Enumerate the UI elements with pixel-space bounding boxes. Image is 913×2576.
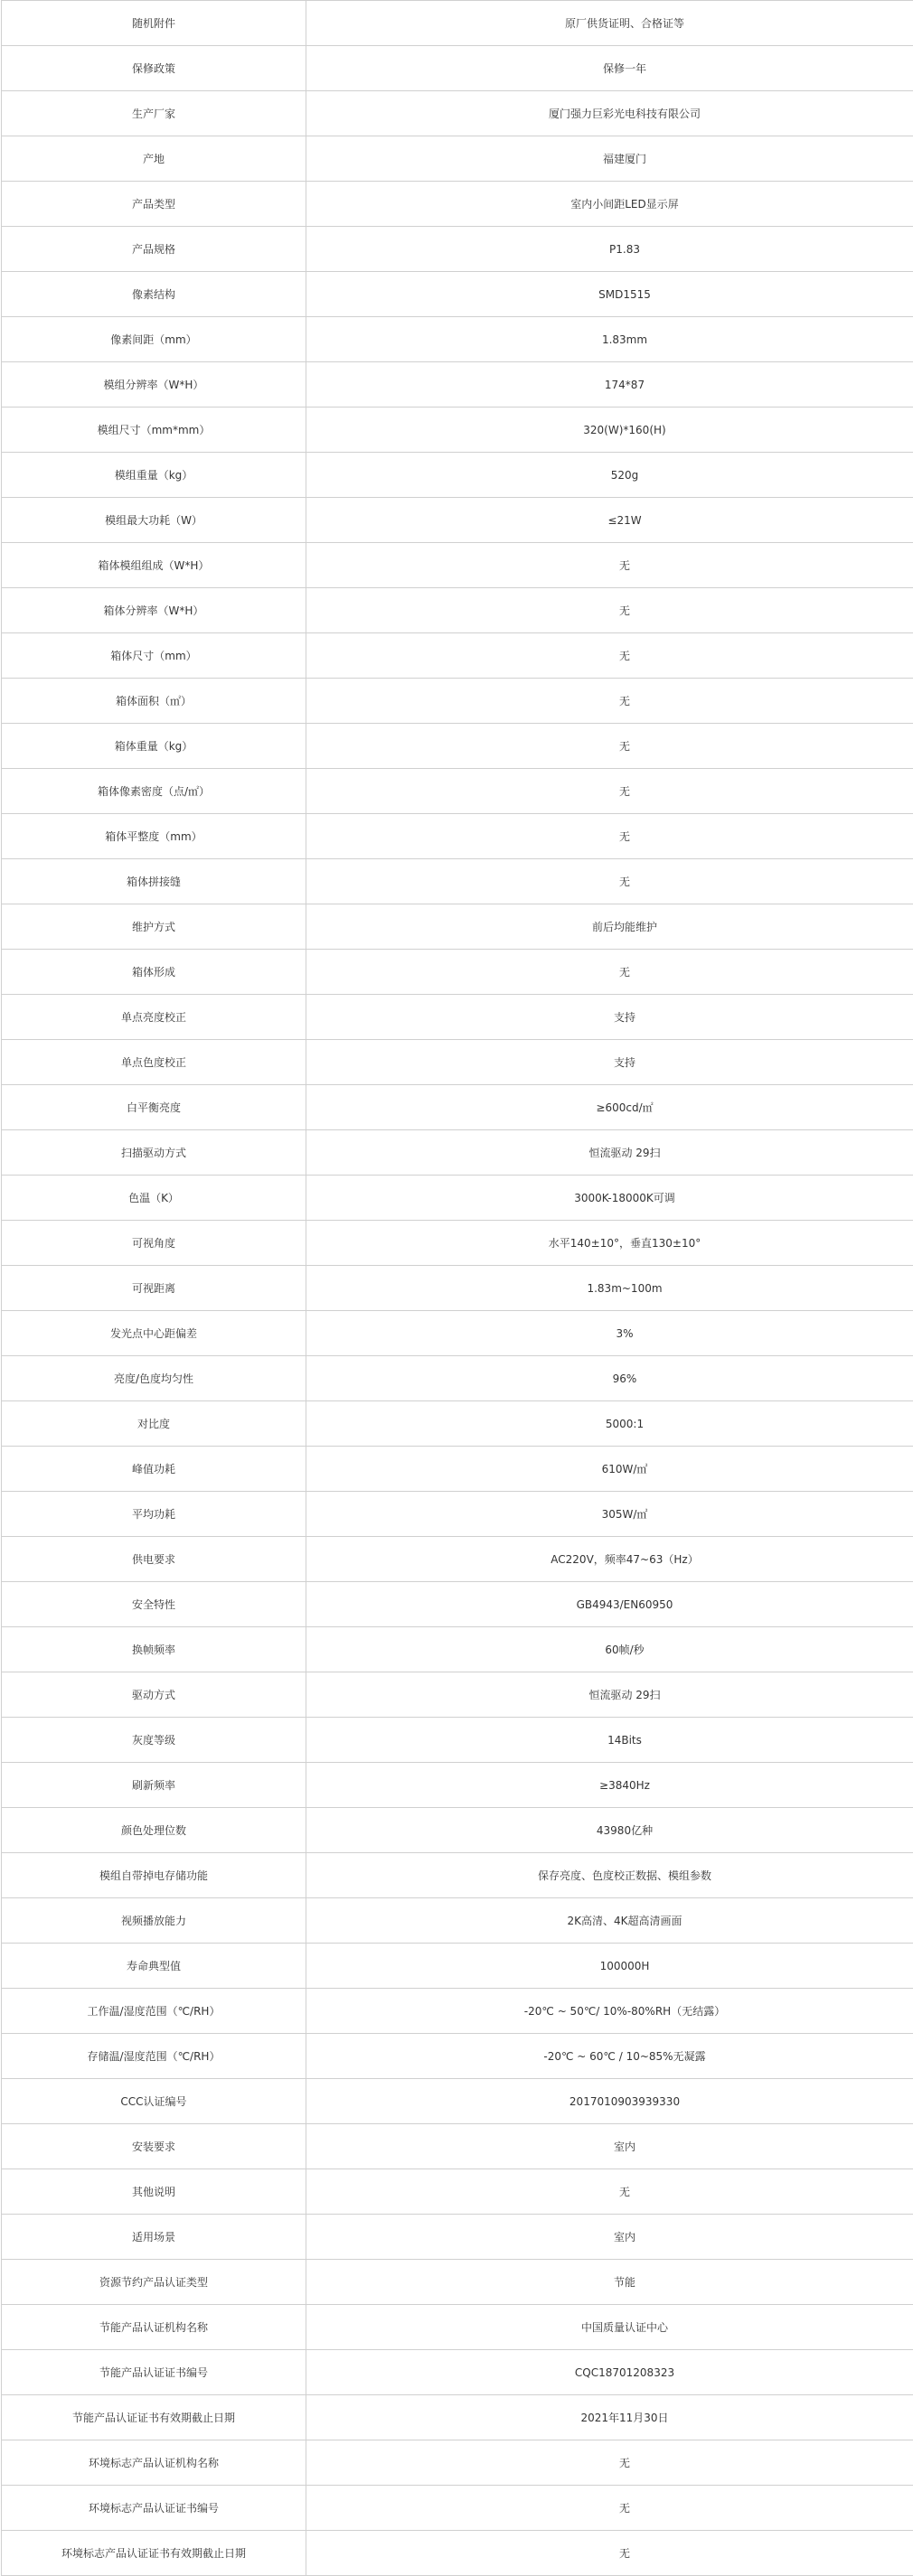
table-row	[2, 2124, 913, 2169]
spec-value: 610W/㎡	[306, 1447, 913, 1492]
spec-value: 1.83m~100m	[306, 1266, 913, 1311]
spec-value: 节能	[306, 2260, 913, 2305]
table-row	[2, 2440, 913, 2486]
spec-value: ≥3840Hz	[306, 1763, 913, 1808]
table-row	[2, 1130, 913, 1176]
table-row	[2, 272, 913, 317]
spec-label: 像素间距（mm）	[2, 317, 306, 362]
table-row	[2, 1808, 913, 1853]
spec-value: P1.83	[306, 227, 913, 272]
spec-label: 驱动方式	[2, 1672, 306, 1718]
table-row	[2, 1040, 913, 1085]
table-row	[2, 1176, 913, 1221]
spec-value: 水平140±10°，垂直130±10°	[306, 1221, 913, 1266]
spec-value: ≥600cd/㎡	[306, 1085, 913, 1130]
spec-value: 60帧/秒	[306, 1627, 913, 1672]
spec-label: 色温（K）	[2, 1176, 306, 1221]
table-row	[2, 453, 913, 498]
spec-value: ≤21W	[306, 498, 913, 543]
spec-label: 模组尺寸（mm*mm）	[2, 407, 306, 453]
spec-value: 室内	[306, 2215, 913, 2260]
spec-label: 箱体拼接缝	[2, 859, 306, 904]
spec-label: 资源节约产品认证类型	[2, 2260, 306, 2305]
table-row	[2, 2350, 913, 2395]
spec-table-body	[2, 1, 913, 2576]
spec-value: 1.83mm	[306, 317, 913, 362]
spec-value: 14Bits	[306, 1718, 913, 1763]
spec-label: 箱体形成	[2, 950, 306, 995]
spec-value: 恒流驱动 29扫	[306, 1672, 913, 1718]
table-row	[2, 407, 913, 453]
spec-value: 无	[306, 588, 913, 633]
table-row	[2, 1537, 913, 1582]
spec-label: 灰度等级	[2, 1718, 306, 1763]
table-row	[2, 1221, 913, 1266]
spec-value: 中国质量认证中心	[306, 2305, 913, 2350]
spec-value: 无	[306, 2486, 913, 2531]
spec-label: 存储温/湿度范围（℃/RH）	[2, 2034, 306, 2079]
table-row	[2, 1085, 913, 1130]
spec-value: GB4943/EN60950	[306, 1582, 913, 1627]
spec-value: 室内小间距LED显示屏	[306, 182, 913, 227]
table-row	[2, 2034, 913, 2079]
table-row	[2, 2531, 913, 2576]
spec-label: 环境标志产品认证证书编号	[2, 2486, 306, 2531]
spec-value: 2K高清、4K超高清画面	[306, 1898, 913, 1944]
spec-label: CCC认证编号	[2, 2079, 306, 2124]
spec-label: 换帧频率	[2, 1627, 306, 1672]
spec-value: 无	[306, 814, 913, 859]
spec-value: 305W/㎡	[306, 1492, 913, 1537]
spec-label: 箱体分辨率（W*H）	[2, 588, 306, 633]
table-row	[2, 498, 913, 543]
spec-label: 箱体尺寸（mm）	[2, 633, 306, 679]
table-row	[2, 227, 913, 272]
table-row	[2, 2169, 913, 2215]
spec-label: 箱体面积（㎡）	[2, 679, 306, 724]
spec-label: 亮度/色度均匀性	[2, 1356, 306, 1401]
table-row	[2, 1672, 913, 1718]
spec-value: 保存亮度、色度校正数据、模组参数	[306, 1853, 913, 1898]
spec-label: 寿命典型值	[2, 1944, 306, 1989]
table-row	[2, 362, 913, 407]
spec-value: 厦门强力巨彩光电科技有限公司	[306, 91, 913, 136]
table-row	[2, 1582, 913, 1627]
table-row	[2, 1627, 913, 1672]
spec-label: 模组自带掉电存储功能	[2, 1853, 306, 1898]
spec-value: CQC18701208323	[306, 2350, 913, 2395]
table-row	[2, 904, 913, 950]
spec-value: 支持	[306, 1040, 913, 1085]
table-row	[2, 1989, 913, 2034]
table-row	[2, 633, 913, 679]
spec-value: 无	[306, 2531, 913, 2576]
spec-label: 模组分辨率（W*H）	[2, 362, 306, 407]
spec-value: -20℃ ~ 50℃/ 10%-80%RH（无结露）	[306, 1989, 913, 2034]
spec-value: 100000H	[306, 1944, 913, 1989]
spec-label: 保修政策	[2, 46, 306, 91]
spec-label: 单点色度校正	[2, 1040, 306, 1085]
spec-label: 节能产品认证证书有效期截止日期	[2, 2395, 306, 2440]
spec-value: 3000K-18000K可调	[306, 1176, 913, 1221]
table-row	[2, 2215, 913, 2260]
spec-label: 供电要求	[2, 1537, 306, 1582]
table-row	[2, 2079, 913, 2124]
table-row	[2, 1311, 913, 1356]
spec-value: 无	[306, 724, 913, 769]
table-row	[2, 1401, 913, 1447]
spec-value: 43980亿种	[306, 1808, 913, 1853]
spec-label: 维护方式	[2, 904, 306, 950]
table-row	[2, 724, 913, 769]
spec-label: 平均功耗	[2, 1492, 306, 1537]
table-row	[2, 1944, 913, 1989]
spec-label: 峰值功耗	[2, 1447, 306, 1492]
spec-label: 适用场景	[2, 2215, 306, 2260]
spec-label: 产品类型	[2, 182, 306, 227]
spec-value: 无	[306, 2169, 913, 2215]
spec-label: 工作温/湿度范围（℃/RH）	[2, 1989, 306, 2034]
spec-value: 2017010903939330	[306, 2079, 913, 2124]
spec-value: 支持	[306, 995, 913, 1040]
spec-value: 原厂供货证明、合格证等	[306, 1, 913, 46]
spec-label: 发光点中心距偏差	[2, 1311, 306, 1356]
table-row	[2, 1447, 913, 1492]
spec-value: 室内	[306, 2124, 913, 2169]
spec-value: 保修一年	[306, 46, 913, 91]
spec-label: 箱体平整度（mm）	[2, 814, 306, 859]
spec-value: AC220V，频率47~63（Hz）	[306, 1537, 913, 1582]
spec-label: 模组重量（kg）	[2, 453, 306, 498]
spec-value: 320(W)*160(H)	[306, 407, 913, 453]
spec-value: 520g	[306, 453, 913, 498]
spec-value: 无	[306, 679, 913, 724]
spec-value: 无	[306, 859, 913, 904]
spec-label: 产地	[2, 136, 306, 182]
spec-label: 刷新频率	[2, 1763, 306, 1808]
table-row	[2, 1763, 913, 1808]
spec-value: 无	[306, 950, 913, 995]
spec-label: 生产厂家	[2, 91, 306, 136]
spec-label: 扫描驱动方式	[2, 1130, 306, 1176]
spec-value: 5000:1	[306, 1401, 913, 1447]
table-row	[2, 1356, 913, 1401]
table-row	[2, 1266, 913, 1311]
table-row	[2, 679, 913, 724]
spec-label: 模组最大功耗（W）	[2, 498, 306, 543]
spec-label: 节能产品认证证书编号	[2, 2350, 306, 2395]
table-row	[2, 2260, 913, 2305]
spec-label: 环境标志产品认证机构名称	[2, 2440, 306, 2486]
spec-value: SMD1515	[306, 272, 913, 317]
table-row	[2, 2395, 913, 2440]
spec-value: 福建厦门	[306, 136, 913, 182]
spec-value: 174*87	[306, 362, 913, 407]
table-row	[2, 2486, 913, 2531]
table-row	[2, 950, 913, 995]
spec-value: 无	[306, 633, 913, 679]
spec-value: 无	[306, 769, 913, 814]
table-row	[2, 182, 913, 227]
table-row	[2, 1898, 913, 1944]
spec-value: 96%	[306, 1356, 913, 1401]
table-row	[2, 136, 913, 182]
spec-value: 前后均能维护	[306, 904, 913, 950]
table-row	[2, 995, 913, 1040]
spec-value: 3%	[306, 1311, 913, 1356]
spec-label: 随机附件	[2, 1, 306, 46]
spec-label: 可视距离	[2, 1266, 306, 1311]
spec-label: 箱体重量（kg）	[2, 724, 306, 769]
spec-value: 2021年11月30日	[306, 2395, 913, 2440]
spec-label: 产品规格	[2, 227, 306, 272]
spec-label: 像素结构	[2, 272, 306, 317]
table-row	[2, 1853, 913, 1898]
table-row	[2, 46, 913, 91]
spec-label: 白平衡亮度	[2, 1085, 306, 1130]
table-row	[2, 317, 913, 362]
spec-label: 颜色处理位数	[2, 1808, 306, 1853]
table-row	[2, 1, 913, 46]
table-row	[2, 859, 913, 904]
spec-label: 箱体模组组成（W*H）	[2, 543, 306, 588]
spec-label: 单点亮度校正	[2, 995, 306, 1040]
spec-label: 可视角度	[2, 1221, 306, 1266]
table-row	[2, 91, 913, 136]
spec-label: 安全特性	[2, 1582, 306, 1627]
spec-value: 恒流驱动 29扫	[306, 1130, 913, 1176]
table-row	[2, 2305, 913, 2350]
table-row	[2, 769, 913, 814]
table-row	[2, 1492, 913, 1537]
spec-value: 无	[306, 543, 913, 588]
spec-label: 节能产品认证机构名称	[2, 2305, 306, 2350]
spec-table	[1, 0, 913, 2576]
spec-value: 无	[306, 2440, 913, 2486]
spec-label: 箱体像素密度（点/㎡）	[2, 769, 306, 814]
table-row	[2, 1718, 913, 1763]
spec-value: -20℃ ~ 60℃ / 10~85%无凝露	[306, 2034, 913, 2079]
spec-label: 环境标志产品认证证书有效期截止日期	[2, 2531, 306, 2576]
spec-label: 安装要求	[2, 2124, 306, 2169]
table-row	[2, 814, 913, 859]
spec-label: 其他说明	[2, 2169, 306, 2215]
spec-label: 视频播放能力	[2, 1898, 306, 1944]
table-row	[2, 543, 913, 588]
table-row	[2, 588, 913, 633]
spec-label: 对比度	[2, 1401, 306, 1447]
